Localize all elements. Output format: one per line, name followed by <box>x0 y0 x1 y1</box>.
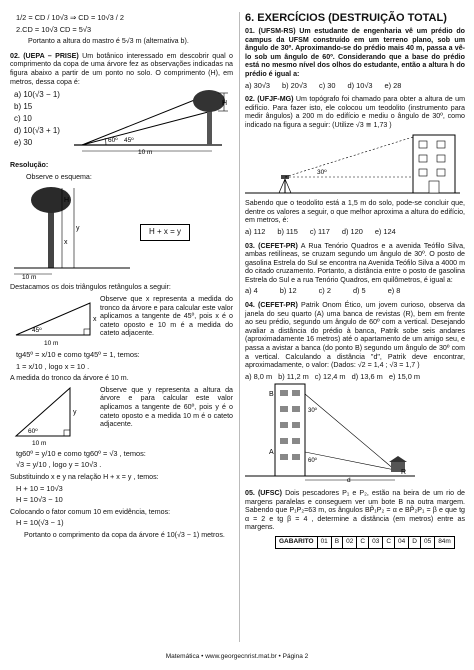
r-q03-paragraph <box>245 242 465 285</box>
r-q02-text2: Sabendo que o teodolito está a 1,5 m do solo, pode-se concluir que, dentre os valores a seguir, o que melhor aproxima a altura do edifício, em metros, é: <box>245 199 465 225</box>
r-q01-option-d: d) 10√3 <box>347 80 373 90</box>
answer-key-cell: 02 <box>343 536 357 548</box>
scheme-label-h: H <box>64 197 70 205</box>
r-q03-text: A Rua Tenório Quadros e a avenida Teófilo Silva, ambas retilíneas, se cruzam segundo um ângulo de 30º. O posto de gasolina Estrela do Sul se encontra na Avenida Teófilo Silva a 4000 m do citado cruzamento. Portanto, a distância entre o posto de gasolina Estrela do Sul e a rua Tenório Quadros, em quilômetros, é igual a: <box>245 241 465 284</box>
triangle2-text: Observe que y representa a altura da árvore e para calcular este valor aplicamos a tangente de 60º, pois y é o cateto oposto e a medida 10 m é o cateto adjacente. <box>100 385 233 429</box>
q04-label-d: d <box>347 477 351 483</box>
r-q01-title: 01. (UFSM-RS) <box>245 27 296 35</box>
r-q02-text: Um topógrafo foi chamado para obter a altura de um edifício. Para fazer isto, ele colocou um teodolito (instrumento para medir ângulos) a 200 m do edifício e mediu o ângulo de 30º, como indicado na figura a seguir: (Utilize √3 ≅ 1,73 ) <box>245 95 465 129</box>
r-q04-option-b: b) 11,2 m <box>278 371 309 381</box>
eq-h2: H = 10√3 − 10 <box>16 495 63 505</box>
r-q03-option-e: e) 8 <box>387 286 401 296</box>
triangles-intro: Destacamos os dois triângulos retângulos a seguir: <box>10 283 171 292</box>
r-q02-option-d: d) 120 <box>341 226 363 236</box>
r-q03-options <box>245 287 465 297</box>
column-divider <box>239 12 240 642</box>
r-q04-title: 04. (CEFET-PR) <box>245 301 298 310</box>
t2-base: 10 m <box>32 439 47 447</box>
eq-x: 1 = x/10 , logo x = 10 . <box>16 361 90 371</box>
r-q03-option-b: b) 12 <box>279 286 297 296</box>
building-kiosk-figure <box>245 382 465 482</box>
q02-title: 02. (UEPA – PRISE) <box>10 51 79 60</box>
r-q03-option-c: c) 2 <box>318 286 331 296</box>
scheme-base: 10 m <box>22 274 37 281</box>
q04-angle-30: 30º <box>308 408 317 415</box>
page-footer: Matemática • www.georgecnrist.mat.br • Página 2 <box>165 653 309 660</box>
eq-tg45: tg45º = x/10 e como tg45º = 1, temos: <box>16 349 140 359</box>
fig1-base: 10 m <box>138 149 153 156</box>
theodolite-angle: 30º <box>317 168 327 176</box>
triangle-60-figure <box>10 386 100 448</box>
q04-angle-60: 60º <box>308 458 317 465</box>
r-q01-option-e: e) 28 <box>384 80 402 90</box>
scheme-label-y: y <box>76 225 80 233</box>
top-conclusion: Portanto a altura do mastro é 5√3 m (alternativa b). <box>28 37 189 46</box>
right-column <box>245 12 465 549</box>
answer-key-cell: C <box>357 536 369 548</box>
r-q03-option-a: a) 4 <box>245 286 258 296</box>
q04-label-b: B <box>269 391 274 399</box>
q02-tree-figure <box>72 89 232 155</box>
triangle2-row <box>10 386 233 448</box>
r-q01-options <box>245 82 465 92</box>
r-q01-option-c: c) 30 <box>319 80 336 90</box>
r-q04-option-a: a) 8,0 m <box>245 371 273 381</box>
final-conclusion: Portanto o comprimento da copa da árvore é 10(√3 − 1) metros. <box>24 530 225 539</box>
r-q02-option-c: c) 117 <box>309 226 330 236</box>
fig1-angle-45: 45º <box>124 137 134 145</box>
substitution-text: Substituindo x e y na relação H + x = y , temos: <box>10 472 159 481</box>
q02-paragraph <box>10 52 233 86</box>
answer-key-cell: 01 <box>317 536 331 548</box>
r-q05-paragraph <box>245 489 465 532</box>
scheme-row <box>10 184 233 280</box>
r-q02-option-a: a) 112 <box>245 226 266 236</box>
q04-label-r: R <box>401 469 407 477</box>
factor-text: Colocando o fator comum 10 em evidência, temos: <box>10 507 171 516</box>
eq-h1: H + 10 = 10√3 <box>16 483 63 493</box>
answer-key-cell: C <box>383 536 395 548</box>
triangle-45-figure <box>10 295 100 349</box>
answer-key-row <box>276 536 455 548</box>
r-q01-option-b: b) 20√3 <box>282 80 308 90</box>
left-column <box>10 12 233 542</box>
answer-key-cell: 03 <box>369 536 383 548</box>
relation-box: H + x = y <box>140 224 190 241</box>
r-q04-option-c: c) 12,4 m <box>314 371 346 381</box>
triangle1-text: Observe que x representa a medida do tronco da árvore e para calcular este valor aplicamos a tangente de 45º, pois x é o cateto oposto e 10 m é a medida do cateto adjacente. <box>100 294 233 338</box>
tree-scheme-figure <box>10 184 140 280</box>
answer-key-label: GABARITO <box>276 536 318 548</box>
q02-options <box>10 89 72 149</box>
q04-label-a: A <box>269 449 274 457</box>
scheme-label-x: x <box>64 239 68 247</box>
resolution-observe: Observe o esquema: <box>26 172 92 181</box>
eq-y: √3 = y/10 , logo y = 10√3 . <box>16 460 102 470</box>
eq-h3: H = 10(√3 − 1) <box>16 518 64 528</box>
q02-option-b: b) 15 <box>14 102 33 112</box>
answer-key-cell: 04 <box>395 536 409 548</box>
fig1-label-h: H <box>222 100 228 108</box>
section-heading: 6. EXERCÍCIOS (DESTRUIÇÃO TOTAL) <box>245 12 447 24</box>
r-q04-paragraph <box>245 301 465 370</box>
t2-y: y <box>73 408 77 416</box>
answer-key-cell: B <box>331 536 342 548</box>
r-q02-title: 02. (UFJF-MG) <box>245 95 294 104</box>
r-q03-option-d: d) 5 <box>352 286 366 296</box>
t2-angle: 60º <box>28 427 38 435</box>
eq-top-2: 2.CD = 10√3 CD = 5√3 <box>16 24 92 34</box>
t1-base: 10 m <box>44 339 59 347</box>
r-q02-option-b: b) 115 <box>277 226 298 236</box>
answer-key-table <box>275 536 455 549</box>
r-q02-options <box>245 228 465 238</box>
r-q02-paragraph <box>245 95 465 129</box>
r-q03-title: 03. (CEFET-PR) <box>245 241 298 250</box>
r-q04-option-d: d) 13,6 m <box>351 371 383 381</box>
r-q04-option-e: e) 15,0 m <box>388 371 421 381</box>
q02-option-a: a) 10(√3 − 1) <box>14 90 60 100</box>
r-q05-text: Dois pescadores P₁ e P₂, estão na beira de um rio de margens paralelas e conseguem ver um bote B na outra margem. Sabendo que P₁P₂=63 m, os ângulos BP̂₁P₂ = α e BP̂₂P₁ = β e que tg α = 2 e tg β = 4 , determine a distância (em metros) entre as margens. <box>245 489 465 532</box>
answer-key-cell: 05 <box>420 536 434 548</box>
r-q02-option-e: e) 124 <box>374 226 396 236</box>
r-q04-text: Patrik Onom Ético, um jovem curioso, observa da janela do seu quarto (A) uma banca de revistas (R), bem em frente ao seu prédio, segundo um ângulo de 60º com a vertical. Desejando avaliar a distância do prédio à banca, Patrik sobe seis andares (aproximadamente 16 metros) até o apartamento de um amigo seu, e passa a avistar a banca (do ponto B) segundo um ângulo de 30º com a vertical. Calculando a distância "d", Patrik deve encontrar, aproximadamente, o valor: (Dados: √2 = 1,4 ; √3 = 1,7 ) <box>245 301 465 370</box>
eq-top-1: 1/2 = CD / 10√3 ⇒ CD = 10√3 / 2 <box>16 13 124 22</box>
t1-angle: 45º <box>32 326 42 334</box>
r-q01-option-a: a) 30√3 <box>245 80 271 90</box>
r-q04-options <box>245 373 465 383</box>
r-q05-title: 05. (UFSC) <box>245 489 282 497</box>
answer-key-cell: D <box>409 536 421 548</box>
trunk-measure: A medida do tronco da árvore é 10 m. <box>10 374 129 383</box>
q02-option-c: c) 10 <box>14 114 32 124</box>
eq-tg60: tg60º = y/10 e como tg60º = √3 , temos: <box>16 448 146 458</box>
q02-option-d: d) 10(√3 + 1) <box>14 126 60 136</box>
q02-option-e: e) 30 <box>14 138 33 148</box>
answer-key-cell: 84m <box>435 536 455 548</box>
r-q01-text: Um estudante de engenharia vê um prédio do campus da UFSM construído em um terreno plano, sob um ângulo de 30º. Aproximando-se do prédio mais 40 m, passa a vê-lo sob um ângulo de 60º. Considerando que a base do prédio está no mesmo nível dos olhos do estudante, então a altura h do prédio é igual a: <box>245 27 465 78</box>
resolution-title: Resolução: <box>10 161 49 170</box>
triangle1-row <box>10 295 233 349</box>
q02-text: Um botânico interessado em descobrir qual o comprimento da copa de uma árvore fez as observações indicadas na figura abaixo a partir de um ponto no solo. O comprimento (H), em metros, dessa copa é: <box>10 51 233 86</box>
q02-options-figure <box>10 89 233 155</box>
theodolite-figure <box>245 133 465 197</box>
fig1-angle-60: 60º <box>108 137 118 145</box>
r-q01-paragraph <box>245 27 465 79</box>
t1-x: x <box>93 315 97 323</box>
